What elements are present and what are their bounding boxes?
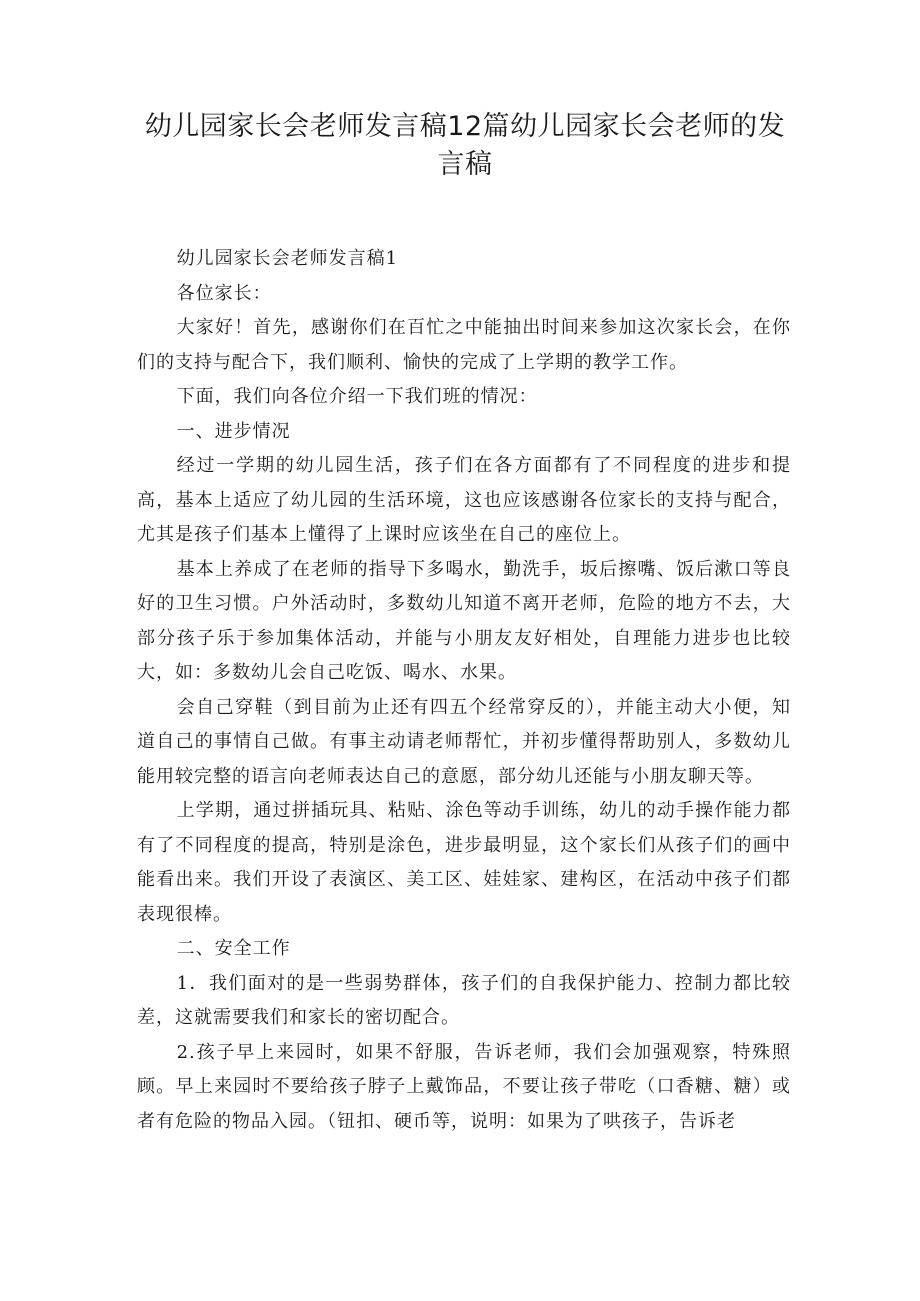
section-heading: 幼儿园家长会老师发言稿1 [176,248,399,269]
paragraph: 经过一学期的幼儿园生活，孩子们在各方面都有了不同程度的进步和提高，基本上适应了幼儿园的生活环境，这也应该感谢各位家长的支持与配合，尤其是孩子们基本上懂得了上课时应该坐在自己的座位上。 [137,455,791,545]
document-title: 幼儿园家长会老师发言稿12篇幼儿园家长会老师的发言稿 [144,111,786,180]
salutation: 各位家长： [176,282,272,304]
document-body [137,242,791,1139]
list-item: 1．我们面对的是一些弱势群体，孩子们的自我保护能力、控制力都比较差，这就需要我们和家长的密切配合。 [137,972,791,1028]
paragraph: 会自己穿鞋（到目前为止还有四五个经常穿反的），并能主动大小便，知道自己的事情自己做。有事主动请老师帮忙，并初步懂得帮助别人，多数幼儿能用较完整的语言向老师表达自己的意愿，部分幼儿还能与小朋友聊天等。 [137,696,791,787]
section-heading-safety: 二、安全工作 [176,938,291,959]
paragraph: 上学期，通过拼插玩具、粘贴、涂色等动手训练，幼儿的动手操作能力都有了不同程度的提高，特别是涂色，进步最明显，这个家长们从孩子们的画中能看出来。我们开设了表演区、美工区、娃娃家、建构区，在活动中孩子们都表现很棒。 [137,800,791,925]
paragraph: 大家好！首先，感谢你们在百忙之中能抽出时间来参加这次家长会，在你们的支持与配合下，我们顺利、愉快的完成了上学期的教学工作。 [137,317,791,373]
paragraph: 基本上养成了在老师的指导下多喝水，勤洗手，坂后擦嘴、饭后漱口等良好的卫生习惯。户外活动时，多数幼儿知道不离开老师，危险的地方不去，大部分孩子乐于参加集体活动，并能与小朋友友好相处，自理能力进步也比较大，如：多数幼儿会自己吃饭、喝水、水果。 [137,558,791,683]
section-heading-progress: 一、进步情况 [176,420,291,442]
list-item: 2.孩子早上来园时，如果不舒服，告诉老师，我们会加强观察，特殊照顾。早上来园时不要给孩子脖子上戴饰品，不要让孩子带吃（口香糖、糖）或者有危险的物品入园。（钮扣、硬币等，说明：如果为了哄孩子，告诉老 [137,1041,791,1132]
paragraph: 下面，我们向各位介绍一下我们班的情况： [176,386,538,407]
